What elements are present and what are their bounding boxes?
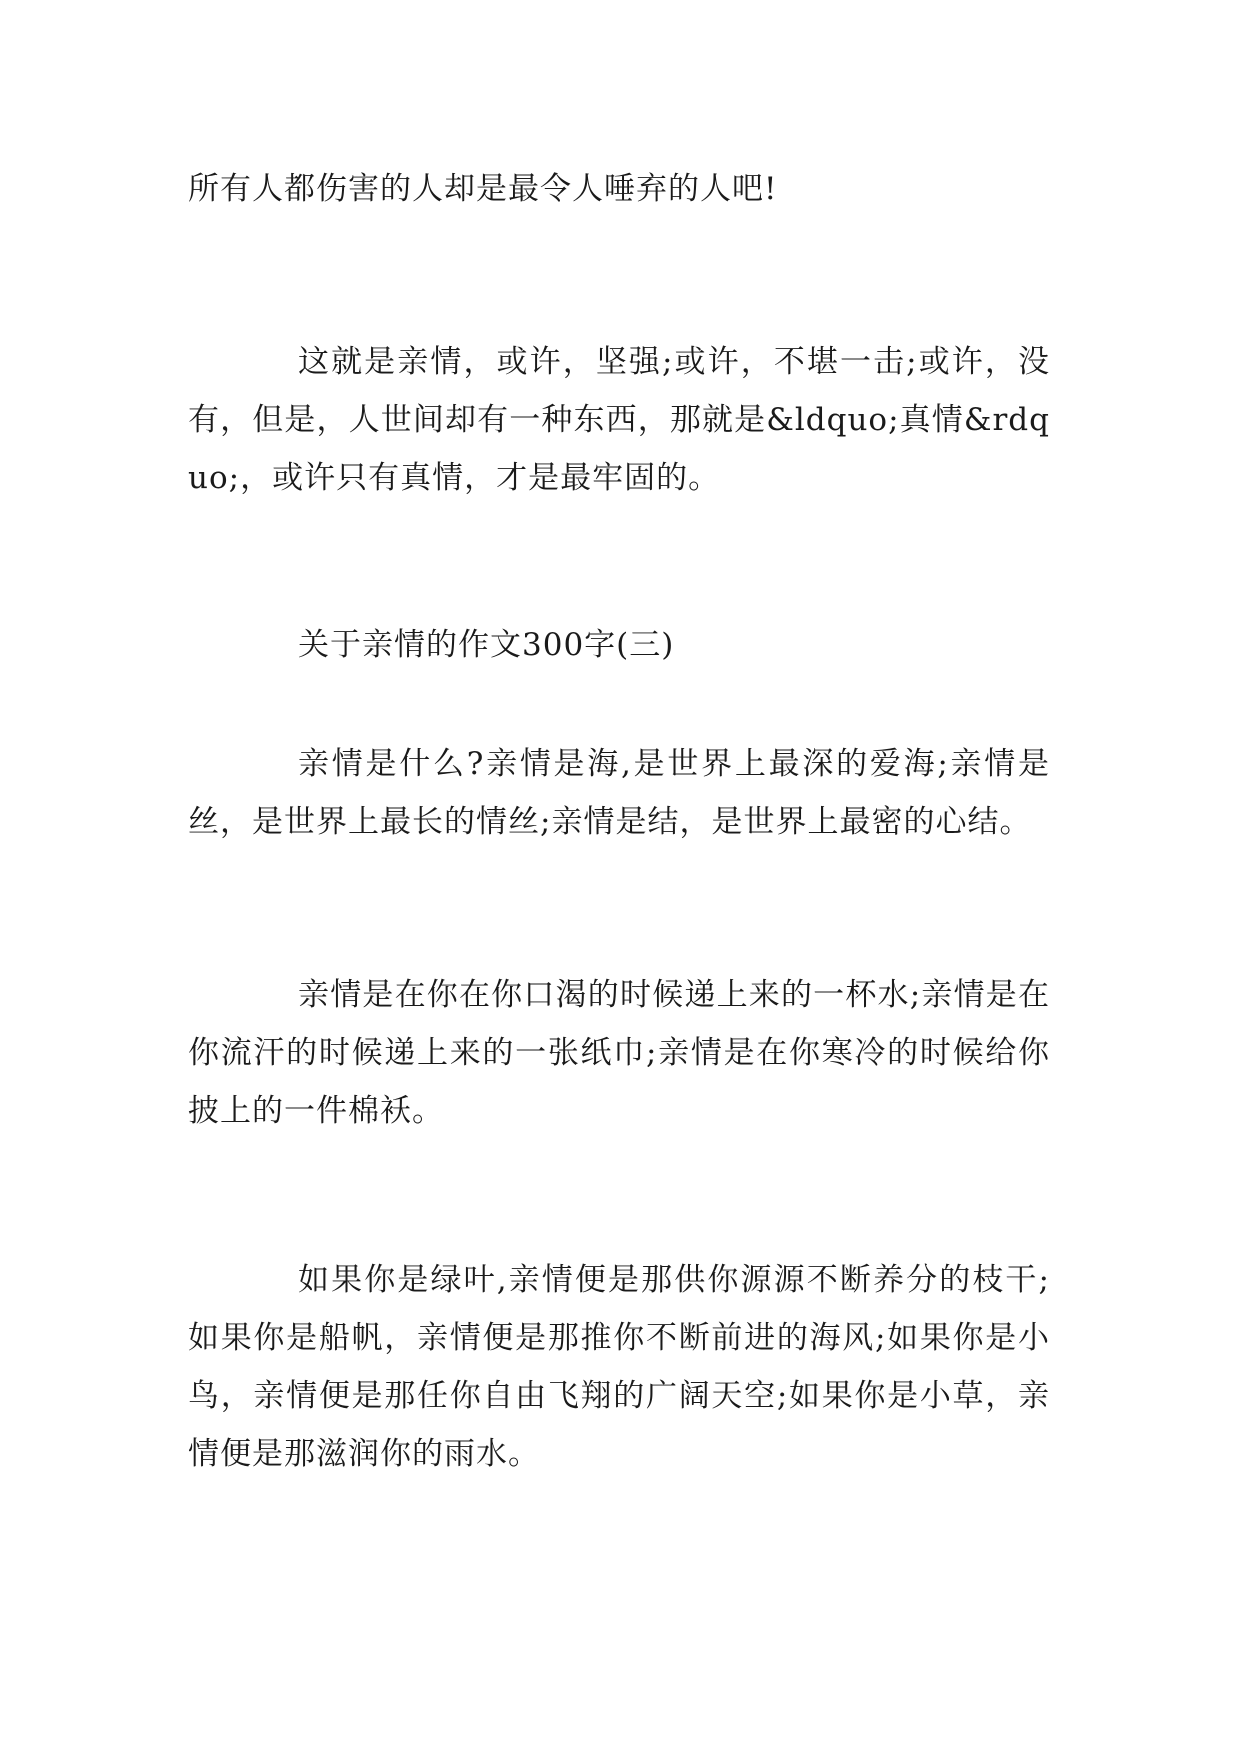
paragraph-family-love-care: 亲情是在你在你口渴的时候递上来的一杯水;亲情是在你流汗的时候递上来的一张纸巾;亲情是在你寒冷的时候给你披上的一件棉袄。: [188, 977, 1050, 1129]
paragraph-what-is-family-love: 亲情是什么?亲情是海,是世界上最深的爱海;亲情是丝，是世界上最长的情丝;亲情是结，是世界上最密的心结。: [188, 746, 1050, 840]
section-heading: 关于亲情的作文300字(三): [298, 627, 675, 663]
paragraph-true-feeling: 这就是亲情，或许，坚强;或许，不堪一击;或许，没有，但是，人世间却有一种东西，那就是&ldquo;真情&rdquo;，或许只有真情，才是最牢固的。: [188, 344, 1050, 496]
paragraph-family-love-metaphors: 如果你是绿叶,亲情便是那供你源源不断养分的枝干;如果你是船帆，亲情便是那推你不断前进的海风;如果你是小鸟，亲情便是那任你自由飞翔的广阔天空;如果你是小草，亲情便是那滋润你的雨水。: [188, 1262, 1050, 1472]
paragraph-continuation: 所有人都伤害的人却是最令人唾弃的人吧!: [188, 171, 778, 207]
